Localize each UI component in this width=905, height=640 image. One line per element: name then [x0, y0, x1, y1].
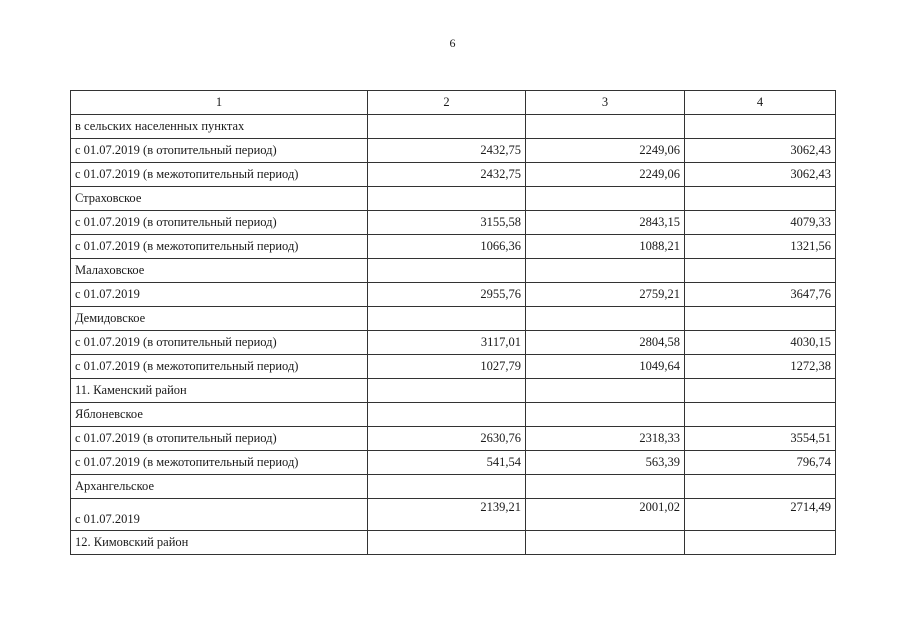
row-value-col-3: 563,39 — [526, 451, 685, 475]
row-value-col-4: 4030,15 — [685, 331, 836, 355]
row-value-col-2: 1066,36 — [368, 235, 526, 259]
row-value-col-3: 2804,58 — [526, 331, 685, 355]
table-header-row — [71, 91, 836, 115]
row-value-col-3 — [526, 379, 685, 403]
column-header-3: 3 — [526, 91, 685, 115]
row-label: с 01.07.2019 (в отопительный период) — [71, 211, 368, 235]
table-row — [71, 355, 836, 379]
row-label: Архангельское — [71, 475, 368, 499]
row-label: 11. Каменский район — [71, 379, 368, 403]
row-value-col-4: 2714,49 — [685, 499, 836, 531]
row-value-col-2 — [368, 115, 526, 139]
row-label: Страховское — [71, 187, 368, 211]
row-label: с 01.07.2019 (в отопительный период) — [71, 331, 368, 355]
row-value-col-3: 2843,15 — [526, 211, 685, 235]
row-value-col-4: 796,74 — [685, 451, 836, 475]
row-value-col-4: 3062,43 — [685, 139, 836, 163]
row-value-col-2: 2955,76 — [368, 283, 526, 307]
row-value-col-2 — [368, 187, 526, 211]
table-row — [71, 235, 836, 259]
row-value-col-3: 2759,21 — [526, 283, 685, 307]
row-label: с 01.07.2019 — [71, 499, 368, 531]
row-value-col-2: 3117,01 — [368, 331, 526, 355]
row-label: с 01.07.2019 (в межотопительный период) — [71, 235, 368, 259]
column-header-1: 1 — [71, 91, 368, 115]
row-label: с 01.07.2019 (в межотопительный период) — [71, 163, 368, 187]
page-number: 6 — [449, 36, 456, 50]
row-value-col-3 — [526, 307, 685, 331]
row-value-col-4: 3647,76 — [685, 283, 836, 307]
row-value-col-4 — [685, 379, 836, 403]
row-value-col-3: 2318,33 — [526, 427, 685, 451]
row-value-col-4: 1321,56 — [685, 235, 836, 259]
row-value-col-4 — [685, 115, 836, 139]
row-label: Малаховское — [71, 259, 368, 283]
row-label: в сельских населенных пунктах — [71, 115, 368, 139]
table-row — [71, 427, 836, 451]
row-value-col-2 — [368, 259, 526, 283]
row-value-col-2 — [368, 307, 526, 331]
table-row — [71, 115, 836, 139]
row-value-col-2: 2630,76 — [368, 427, 526, 451]
table-row — [71, 307, 836, 331]
row-value-col-3 — [526, 475, 685, 499]
row-value-col-3 — [526, 115, 685, 139]
row-label: с 01.07.2019 (в межотопительный период) — [71, 451, 368, 475]
row-value-col-4 — [685, 531, 836, 555]
table-row — [71, 163, 836, 187]
row-value-col-2: 3155,58 — [368, 211, 526, 235]
row-value-col-3: 2249,06 — [526, 163, 685, 187]
row-value-col-3: 1088,21 — [526, 235, 685, 259]
column-header-4: 4 — [685, 91, 836, 115]
tariff-table — [70, 90, 836, 555]
row-value-col-2: 541,54 — [368, 451, 526, 475]
row-value-col-3 — [526, 259, 685, 283]
row-value-col-4 — [685, 259, 836, 283]
row-value-col-4 — [685, 475, 836, 499]
row-value-col-3 — [526, 403, 685, 427]
row-label: с 01.07.2019 (в отопительный период) — [71, 427, 368, 451]
row-value-col-3: 1049,64 — [526, 355, 685, 379]
table-row — [71, 139, 836, 163]
row-value-col-2 — [368, 475, 526, 499]
row-value-col-2 — [368, 403, 526, 427]
row-value-col-3: 2249,06 — [526, 139, 685, 163]
table-row — [71, 283, 836, 307]
row-value-col-2: 2432,75 — [368, 163, 526, 187]
row-label: Яблоневское — [71, 403, 368, 427]
table-row — [71, 211, 836, 235]
table-row — [71, 475, 836, 499]
row-value-col-2: 2432,75 — [368, 139, 526, 163]
row-label: Демидовское — [71, 307, 368, 331]
row-value-col-4: 3554,51 — [685, 427, 836, 451]
row-value-col-2 — [368, 531, 526, 555]
row-value-col-2: 1027,79 — [368, 355, 526, 379]
column-header-2: 2 — [368, 91, 526, 115]
row-value-col-4: 1272,38 — [685, 355, 836, 379]
row-value-col-4 — [685, 307, 836, 331]
row-value-col-3 — [526, 531, 685, 555]
table-row — [71, 259, 836, 283]
table-row — [71, 499, 836, 531]
row-label: с 01.07.2019 (в отопительный период) — [71, 139, 368, 163]
row-value-col-4: 3062,43 — [685, 163, 836, 187]
row-value-col-2: 2139,21 — [368, 499, 526, 531]
row-value-col-4: 4079,33 — [685, 211, 836, 235]
row-value-col-2 — [368, 379, 526, 403]
row-value-col-3: 2001,02 — [526, 499, 685, 531]
table-row — [71, 331, 836, 355]
row-value-col-3 — [526, 187, 685, 211]
row-label: 12. Кимовский район — [71, 531, 368, 555]
row-label: с 01.07.2019 (в межотопительный период) — [71, 355, 368, 379]
table-row — [71, 379, 836, 403]
table-row — [71, 403, 836, 427]
row-label: с 01.07.2019 — [71, 283, 368, 307]
row-value-col-4 — [685, 403, 836, 427]
table-row — [71, 451, 836, 475]
table-row — [71, 187, 836, 211]
table-row — [71, 531, 836, 555]
row-value-col-4 — [685, 187, 836, 211]
